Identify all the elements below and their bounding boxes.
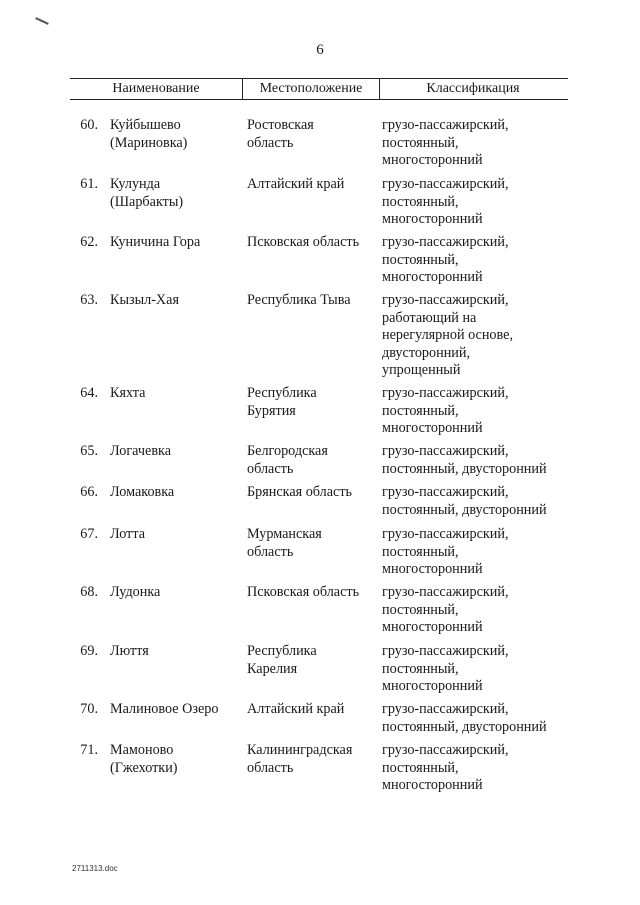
row-classification — [382, 117, 572, 170]
row-classification-line: грузо-пассажирский, — [382, 526, 509, 542]
row-classification-line: многосторонний — [382, 561, 483, 578]
row-classification — [382, 292, 572, 380]
row-classification-line: нерегулярной основе, — [382, 327, 513, 344]
row-classification-line: постоянный, двусторонний — [382, 718, 547, 735]
row-name-line: Кяхта — [110, 385, 146, 401]
row-name-line: Куйбышево — [110, 117, 181, 133]
row-classification — [382, 526, 572, 579]
row-location — [247, 117, 377, 152]
row-number: 63. — [80, 292, 98, 308]
row-classification-line: постоянный, двусторонний — [382, 501, 547, 518]
row-classification-line: работающий на — [382, 309, 477, 326]
row-location-line: Ростовская — [247, 117, 314, 133]
row-name — [110, 742, 245, 777]
row-location-line: область — [247, 543, 294, 560]
row-classification-line: многосторонний — [382, 777, 483, 794]
row-number: 65. — [80, 443, 98, 459]
row-location-line: Республика Тыва — [247, 292, 351, 308]
row-name — [110, 584, 245, 602]
row-name-line: (Шарбакты) — [110, 193, 184, 210]
footer-file-code: 2711313.doc — [72, 864, 118, 873]
page-number: 6 — [316, 42, 324, 58]
row-location-line: Мурманская — [247, 526, 322, 542]
row-classification-line: многосторонний — [382, 420, 483, 437]
row-name-line: (Мариновка) — [110, 134, 188, 151]
row-classification — [382, 484, 572, 519]
row-classification-line: грузо-пассажирский, — [382, 742, 509, 758]
row-location — [247, 292, 377, 310]
header-location: Местоположение — [242, 79, 380, 99]
row-number: 61. — [80, 176, 98, 192]
row-name-line: Кызыл-Хая — [110, 292, 180, 308]
row-location-line: Белгородская — [247, 443, 328, 459]
row-classification — [382, 643, 572, 696]
row-classification-line: постоянный, — [382, 660, 459, 677]
row-classification-line: постоянный, — [382, 402, 459, 419]
row-location — [247, 643, 377, 678]
header-name: Наименование — [112, 81, 200, 96]
row-classification-line: многосторонний — [382, 269, 483, 286]
row-location-line: область — [247, 134, 294, 151]
row-classification-line: постоянный, — [382, 601, 459, 618]
row-classification-line: постоянный, — [382, 193, 459, 210]
row-classification-line: постоянный, — [382, 759, 459, 776]
row-name — [110, 484, 245, 502]
row-name — [110, 385, 245, 403]
row-name-line: Лотта — [110, 526, 146, 542]
row-number: 66. — [80, 484, 98, 500]
row-location — [247, 176, 377, 194]
row-location-line: Псковская область — [247, 234, 360, 250]
row-number: 70. — [80, 701, 98, 717]
row-classification — [382, 701, 572, 736]
header-classification: Классификация — [426, 81, 520, 96]
row-location-line: Бурятия — [247, 402, 296, 419]
row-name-line: Люття — [110, 643, 149, 659]
row-classification-line: многосторонний — [382, 211, 483, 228]
row-name — [110, 701, 245, 719]
row-location-line: Республика — [247, 385, 317, 401]
row-name — [110, 292, 245, 310]
row-name — [110, 443, 245, 461]
row-classification-line: грузо-пассажирский, — [382, 385, 509, 401]
row-location — [247, 584, 377, 602]
row-name-line: Куничина Гора — [110, 234, 201, 250]
row-number: 67. — [80, 526, 98, 542]
row-classification-line: грузо-пассажирский, — [382, 584, 509, 600]
row-location — [247, 526, 377, 561]
row-classification — [382, 176, 572, 229]
row-name-line: Ломаковка — [110, 484, 175, 500]
row-classification — [382, 584, 572, 637]
row-location-line: Брянская область — [247, 484, 353, 500]
row-location-line: Карелия — [247, 660, 298, 677]
row-classification-line: многосторонний — [382, 152, 483, 169]
row-location-line: Псковская область — [247, 584, 360, 600]
row-classification-line: упрощенный — [382, 362, 461, 379]
row-classification — [382, 385, 572, 438]
row-number: 68. — [80, 584, 98, 600]
row-classification-line: грузо-пассажирский, — [382, 292, 509, 308]
row-name-line: Логачевка — [110, 443, 172, 459]
row-name — [110, 234, 245, 252]
row-location — [247, 234, 377, 252]
row-classification-line: постоянный, — [382, 543, 459, 560]
row-classification-line: грузо-пассажирский, — [382, 117, 509, 133]
row-location — [247, 742, 377, 777]
row-location — [247, 484, 377, 502]
row-classification-line: грузо-пассажирский, — [382, 234, 509, 250]
row-classification-line: двусторонний, — [382, 344, 471, 361]
row-number: 71. — [80, 742, 98, 758]
row-name-line: Лудонка — [110, 584, 161, 600]
row-classification — [382, 234, 572, 287]
row-classification — [382, 742, 572, 795]
row-classification-line: грузо-пассажирский, — [382, 443, 509, 459]
row-classification — [382, 443, 572, 478]
row-classification-line: грузо-пассажирский, — [382, 484, 509, 500]
row-number: 60. — [80, 117, 98, 133]
row-classification-line: многосторонний — [382, 619, 483, 636]
row-name — [110, 117, 245, 152]
row-classification-line: грузо-пассажирский, — [382, 701, 509, 717]
row-name — [110, 643, 245, 661]
row-name-line: (Гжехотки) — [110, 759, 178, 776]
row-location-line: Алтайский край — [247, 176, 345, 192]
scan-mark — [35, 17, 49, 25]
row-number: 62. — [80, 234, 98, 250]
row-location-line: Калининградская — [247, 742, 353, 758]
row-number: 64. — [80, 385, 98, 401]
row-location — [247, 443, 377, 478]
row-number: 69. — [80, 643, 98, 659]
row-location-line: область — [247, 460, 294, 477]
row-location-line: Алтайский край — [247, 701, 345, 717]
row-classification-line: постоянный, — [382, 134, 459, 151]
row-classification-line: грузо-пассажирский, — [382, 176, 509, 192]
row-classification-line: многосторонний — [382, 678, 483, 695]
row-location-line: Республика — [247, 643, 317, 659]
table-header — [70, 78, 568, 100]
row-name-line: Мамоново — [110, 742, 174, 758]
row-location-line: область — [247, 759, 294, 776]
row-location — [247, 385, 377, 420]
row-location — [247, 701, 377, 719]
row-classification-line: постоянный, — [382, 251, 459, 268]
row-name — [110, 176, 245, 211]
row-name — [110, 526, 245, 544]
row-name-line: Кулунда — [110, 176, 161, 192]
row-name-line: Малиновое Озеро — [110, 701, 219, 717]
row-classification-line: постоянный, двусторонний — [382, 460, 547, 477]
row-classification-line: грузо-пассажирский, — [382, 643, 509, 659]
